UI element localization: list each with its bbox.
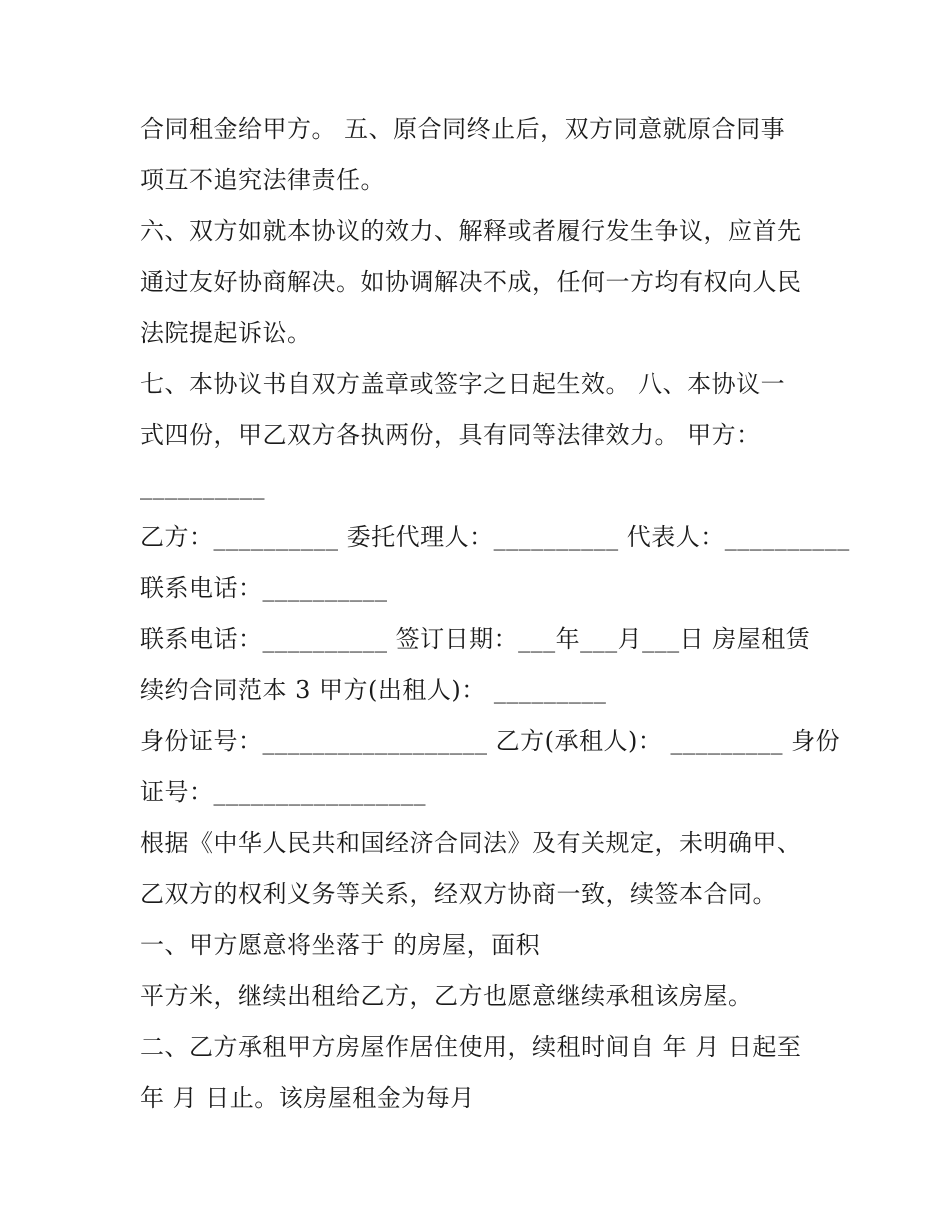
- text-line: 项互不追究法律责任。: [140, 166, 385, 194]
- text-line: 六、双方如就本协议的效力、解释或者履行发生争议，应首先: [140, 217, 802, 245]
- text-line: 合同租金给甲方。 五、原合同终止后，双方同意就原合同事: [140, 115, 786, 143]
- text-line: 乙方：__________ 委托代理人：__________ 代表人：__________: [140, 523, 850, 551]
- text-line: 一、甲方愿意将坐落于 的房屋，面积: [140, 931, 541, 959]
- text-line: 身份证号：__________________ 乙方(承租人)： _________ 身份: [140, 727, 841, 755]
- text-line: 续约合同范本 3 甲方(出租人)： _________: [140, 676, 607, 704]
- text-line: 通过友好协商解决。如协调解决不成，任何一方均有权向人民: [140, 268, 802, 296]
- text-line: 乙双方的权利义务等关系，经双方协商一致，续签本合同。: [140, 880, 777, 908]
- text-line: 根据《中华人民共和国经济合同法》及有关规定，未明确甲、: [140, 829, 802, 857]
- text-line: 联系电话：__________ 签订日期：___年___月___日 房屋租赁: [140, 625, 811, 653]
- text-line: 年 月 日止。该房屋租金为每月: [140, 1084, 475, 1112]
- text-line: 二、乙方承租甲方房屋作居住使用，续租时间自 年 月 日起至: [140, 1033, 802, 1061]
- text-line: 式四份，甲乙双方各执两份，具有同等法律效力。 甲方：: [140, 421, 761, 449]
- signature-blank-line: __________: [140, 472, 265, 500]
- document-body: [140, 104, 850, 1124]
- text-line: 七、本协议书自双方盖章或签字之日起生效。 八、本协议一: [140, 370, 786, 398]
- text-line: 法院提起诉讼。: [140, 319, 312, 347]
- text-line: 联系电话：__________: [140, 574, 388, 602]
- text-line: 证号：_________________: [140, 778, 426, 806]
- text-line: 平方米，继续出租给乙方，乙方也愿意继续承租该房屋。: [140, 982, 753, 1010]
